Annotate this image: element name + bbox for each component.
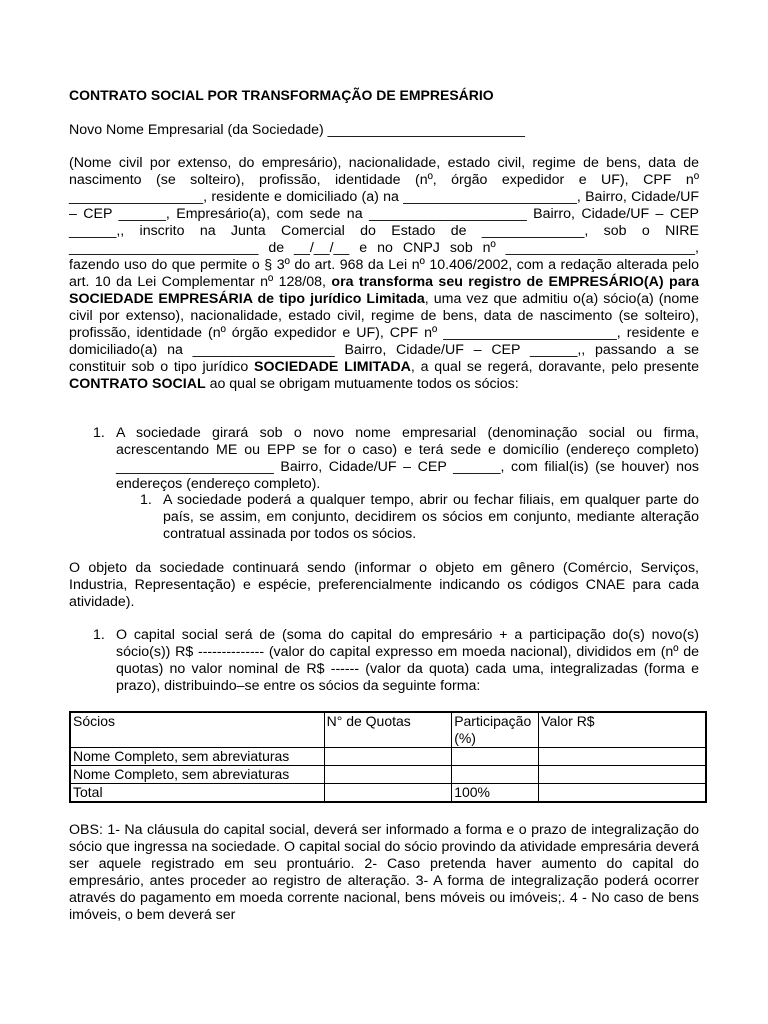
header-quotas: N° de Quotas xyxy=(324,712,452,748)
table-cell xyxy=(324,784,452,803)
clause-1-1-text: A sociedade poderá a qualquer tempo, abrir ou fechar filiais, em qualquer parte do país, se assim, em conjunto, decidirem os sócios em conjunto, mediante alteração contratual assinada por todos os sócios. xyxy=(163,492,699,542)
header-participacao: Participação (%) xyxy=(452,712,539,748)
preamble-bold-2: SOCIEDADE LIMITADA xyxy=(254,359,411,375)
table-row xyxy=(70,748,706,766)
preamble-text-1: (Nome civil por extenso, do empresário), nacionalidade, estado civil, regime de bens, data de nascimento (se solteiro), profissão, identidade (nº, órgão expedidor e UF), CPF nº _________________, residente e domiciliado (a) na ______________________, Bairro, Cidade/UF – CEP ______, Empresário(a), com sede na ____________________ Bairro, Cidade/UF – CEP ______,, inscrito na Junta Comercial do Estado de _____________, sob o NIRE ________________________ de __/__/__ e no CNPJ sob nº ________________________, fazendo uso do que permite o § 3º do art. 968 da Lei nº 10.406/2002, com a redação alterada pelo art. 10 da Lei Complementar nº 128/08, xyxy=(69,155,699,290)
table-cell xyxy=(539,784,706,803)
table-cell: Total xyxy=(70,784,324,803)
table-cell: 100% xyxy=(452,784,539,803)
preamble-bold-3: CONTRATO SOCIAL xyxy=(69,376,206,392)
table-cell xyxy=(539,766,706,784)
table-row xyxy=(70,766,706,784)
table-row-total xyxy=(70,784,706,803)
clause-capital-text: O capital social será de (soma do capital do empresário + a participação do(s) novo(s) sócio(s)) R$ -------------- (valor do capital expresso em moeda nacional), divididos em (nº de quotas) no valor nominal de R$ ------ (valor da quota) cada uma, integralizadas (forma e prazo), distribuindo–se entre os sócios da seguinte forma: xyxy=(116,627,699,694)
preamble-bold-1: ora transforma seu registro de EMPRESÁRIO(A) para SOCIEDADE EMPRESÁRIA de tipo jurídico Limitada xyxy=(69,274,699,307)
obs-paragraph: OBS: 1- Na cláusula do capital social, deverá ser informado a forma e o prazo de integralização do sócio que ingressa na sociedade. O capital social do sócio provindo da atividade empresária deverá ser aquele registrado em seu prontuário. 2- Caso pretenda haver aumento do capital do empresário, antes proceder ao registro de alteração. 3- A forma de integralização poderá ocorrer através do pagamento em moeda corrente nacional, bens móveis ou imóveis;. 4 - No caso de bens imóveis, o bem deverá ser xyxy=(69,822,699,923)
objeto-paragraph: O objeto da sociedade continuará sendo (informar o objeto em gênero (Comércio, Serviços, Industria, Representação) e espécie, preferencialmente indicando os códigos CNAE para cada atividade). xyxy=(69,560,699,610)
preamble-paragraph xyxy=(69,155,699,393)
table-cell xyxy=(324,748,452,766)
clause-1-1-number: 1. xyxy=(140,492,152,508)
preamble-text-2: , uma vez que admitiu o(a) sócio(a) (nome civil por extenso), nacionalidade, estado civil, regime de bens, data de nascimento (se solteiro), profissão, identidade (nº órgão expedidor e UF), CPF nº ______________________, residente e domiciliado(a) na __________________ Bairro, Cidade/UF – CEP ______,, passando a se constituir sob o tipo jurídico xyxy=(69,291,699,375)
clause-capital-number: 1. xyxy=(93,627,105,643)
clause-1-number: 1. xyxy=(93,425,105,441)
table-header-row xyxy=(70,712,706,748)
novo-nome-line: Novo Nome Empresarial (da Sociedade) _________________________ xyxy=(69,122,525,138)
preamble-text-4: ao qual se obrigam mutuamente todos os sócios: xyxy=(205,376,519,392)
header-valor: Valor R$ xyxy=(539,712,706,748)
table-cell: Nome Completo, sem abreviaturas xyxy=(70,748,324,766)
header-socios: Sócios xyxy=(70,712,324,748)
table-cell xyxy=(452,766,539,784)
socios-table xyxy=(69,711,707,803)
preamble-text-3: , a qual se regerá, doravante, pelo presente xyxy=(410,359,700,375)
document-title: CONTRATO SOCIAL POR TRANSFORMAÇÃO DE EMPRESÁRIO xyxy=(69,87,494,103)
table-cell xyxy=(324,766,452,784)
table-cell xyxy=(539,748,706,766)
table-cell xyxy=(452,748,539,766)
clause-1-text: A sociedade girará sob o novo nome empresarial (denominação social ou firma, acrescentando ME ou EPP se for o caso) e terá sede e domicílio (endereço completo) ____________________ Bairro, Cidade/UF – CEP ______, com filial(is) (se houver) nos endereços (endereço completo). xyxy=(116,425,699,492)
table-cell: Nome Completo, sem abreviaturas xyxy=(70,766,324,784)
